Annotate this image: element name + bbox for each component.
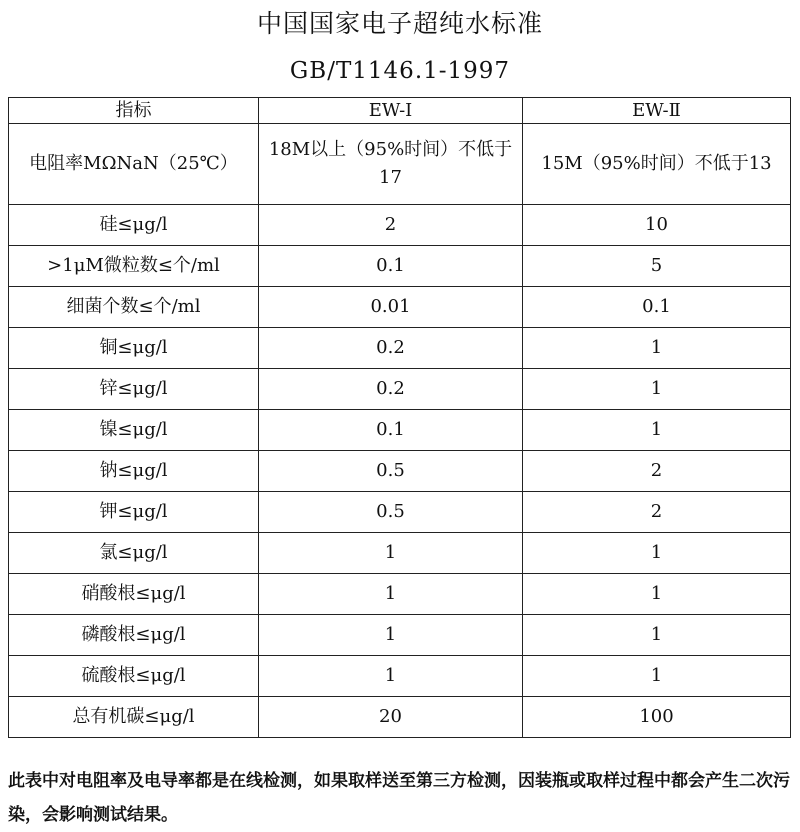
standard-table: [8, 97, 791, 738]
row-ew1-value: 0.01: [259, 287, 523, 328]
header-ew2: EW-Ⅱ: [523, 98, 791, 124]
table-row: [9, 615, 791, 656]
row-label: 硅≤μg/l: [9, 205, 259, 246]
header-indicator: 指标: [9, 98, 259, 124]
table-header-row: [9, 98, 791, 124]
row-ew2-value: 15M（95%时间）不低于13: [523, 124, 791, 205]
row-label: 锌≤μg/l: [9, 369, 259, 410]
table-row: [9, 656, 791, 697]
table-row-resistivity: [9, 124, 791, 205]
row-ew1-value: 2: [259, 205, 523, 246]
row-ew2-value: 2: [523, 451, 791, 492]
row-ew2-value: 1: [523, 410, 791, 451]
row-label: 铜≤μg/l: [9, 328, 259, 369]
table-row: [9, 533, 791, 574]
table-row: [9, 328, 791, 369]
table-row: [9, 287, 791, 328]
row-ew1-value: 0.1: [259, 246, 523, 287]
row-ew2-value: 1: [523, 328, 791, 369]
row-ew1-value: 1: [259, 656, 523, 697]
row-label: 电阻率MΩNaN（25℃）: [9, 124, 259, 205]
row-ew1-value: 20: [259, 697, 523, 738]
row-label: 氯≤μg/l: [9, 533, 259, 574]
row-ew1-value: 18M以上（95%时间）不低于17: [259, 124, 523, 205]
header-ew1: EW-Ⅰ: [259, 98, 523, 124]
row-label: 硫酸根≤μg/l: [9, 656, 259, 697]
row-label: 钠≤μg/l: [9, 451, 259, 492]
row-ew1-value: 1: [259, 574, 523, 615]
table-row: [9, 246, 791, 287]
row-ew1-value: 0.5: [259, 451, 523, 492]
table-row: [9, 369, 791, 410]
row-ew2-value: 5: [523, 246, 791, 287]
table-row: [9, 697, 791, 738]
row-label: 总有机碳≤μg/l: [9, 697, 259, 738]
row-ew1-value: 0.1: [259, 410, 523, 451]
row-ew2-value: 1: [523, 574, 791, 615]
page-title: 中国国家电子超纯水标准: [256, 9, 543, 38]
row-ew2-value: 1: [523, 656, 791, 697]
table-row: [9, 492, 791, 533]
row-ew1-value: 0.5: [259, 492, 523, 533]
row-label: 镍≤μg/l: [9, 410, 259, 451]
table-row: [9, 205, 791, 246]
row-label: 磷酸根≤μg/l: [9, 615, 259, 656]
row-ew1-value: 1: [259, 533, 523, 574]
row-label: 钾≤μg/l: [9, 492, 259, 533]
row-ew2-value: 1: [523, 369, 791, 410]
row-label: >1μM微粒数≤个/ml: [9, 246, 259, 287]
row-ew2-value: 1: [523, 615, 791, 656]
row-ew2-value: 10: [523, 205, 791, 246]
row-ew2-value: 100: [523, 697, 791, 738]
row-ew1-value: 0.2: [259, 369, 523, 410]
table-row: [9, 451, 791, 492]
row-ew2-value: 0.1: [523, 287, 791, 328]
row-ew1-value: 0.2: [259, 328, 523, 369]
row-ew1-value: 1: [259, 615, 523, 656]
row-ew2-value: 1: [523, 533, 791, 574]
row-label: 细菌个数≤个/ml: [9, 287, 259, 328]
table-row: [9, 410, 791, 451]
row-ew2-value: 2: [523, 492, 791, 533]
standard-code: GB/T1146.1-1997: [289, 58, 511, 84]
table-row: [9, 574, 791, 615]
footnote: 此表中对电阻率及电导率都是在线检测，如果取样送至第三方检测，因装瓶或取样过程中都会产生二次污染，会影响测试结果。: [8, 771, 790, 825]
row-label: 硝酸根≤μg/l: [9, 574, 259, 615]
